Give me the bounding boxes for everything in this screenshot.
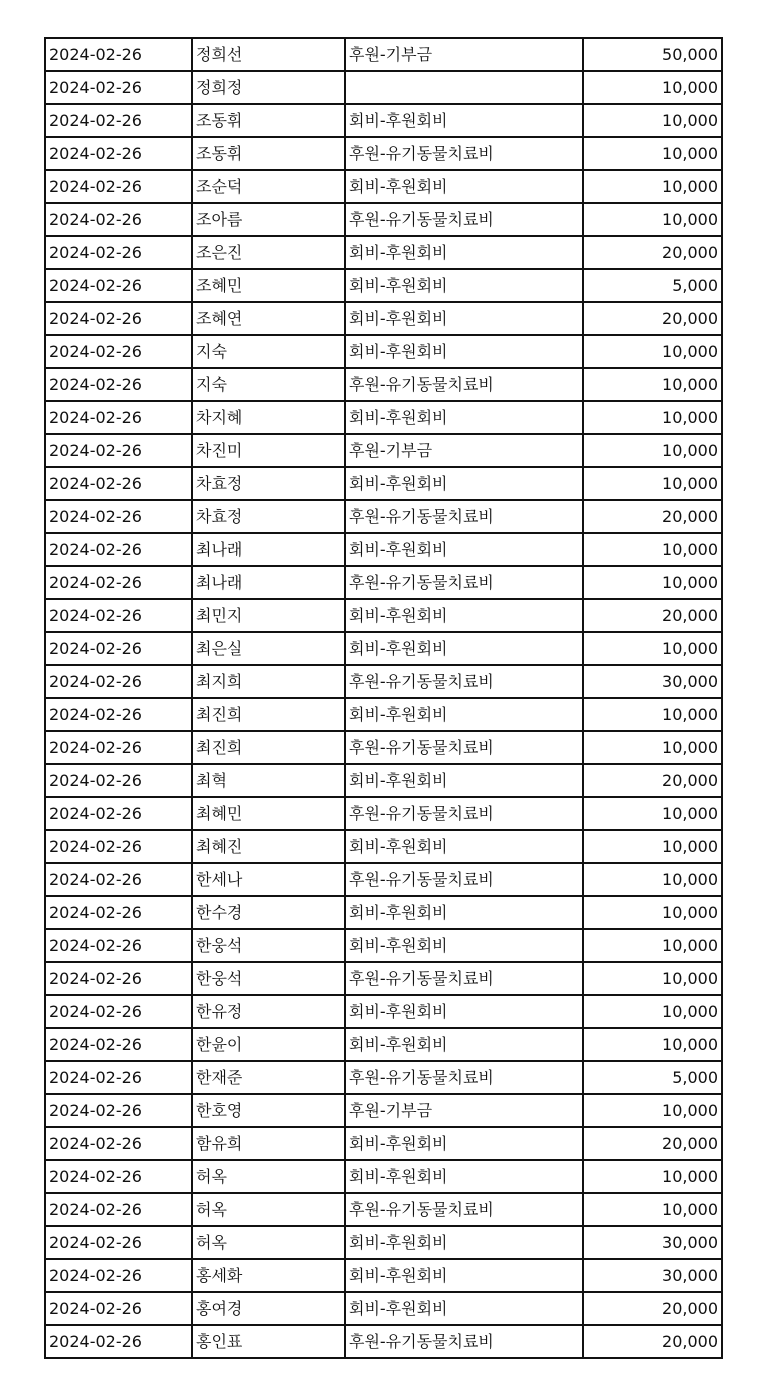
table-row xyxy=(45,863,722,896)
donor-name-cell: 허옥 xyxy=(192,1193,345,1226)
table-row xyxy=(45,38,722,71)
table-row xyxy=(45,995,722,1028)
amount-cell: 10,000 xyxy=(583,863,722,896)
amount-cell: 10,000 xyxy=(583,401,722,434)
amount-cell: 10,000 xyxy=(583,170,722,203)
donor-name-cell: 조동휘 xyxy=(192,137,345,170)
table-row xyxy=(45,1028,722,1061)
category-cell: 회비-후원회비 xyxy=(345,764,583,797)
donor-name-cell: 조혜연 xyxy=(192,302,345,335)
amount-cell: 10,000 xyxy=(583,203,722,236)
amount-cell: 10,000 xyxy=(583,995,722,1028)
category-cell: 회비-후원회비 xyxy=(345,830,583,863)
category-cell: 회비-후원회비 xyxy=(345,1127,583,1160)
donor-name-cell: 한웅석 xyxy=(192,962,345,995)
date-cell: 2024-02-26 xyxy=(45,731,192,764)
amount-cell: 10,000 xyxy=(583,830,722,863)
date-cell: 2024-02-26 xyxy=(45,995,192,1028)
date-cell: 2024-02-26 xyxy=(45,797,192,830)
date-cell: 2024-02-26 xyxy=(45,830,192,863)
amount-cell: 10,000 xyxy=(583,137,722,170)
table-row xyxy=(45,1226,722,1259)
donor-name-cell: 한세나 xyxy=(192,863,345,896)
category-cell: 후원-유기동물치료비 xyxy=(345,1193,583,1226)
donor-name-cell: 차진미 xyxy=(192,434,345,467)
table-row xyxy=(45,533,722,566)
table-row xyxy=(45,731,722,764)
amount-cell: 20,000 xyxy=(583,302,722,335)
category-cell: 회비-후원회비 xyxy=(345,1160,583,1193)
date-cell: 2024-02-26 xyxy=(45,566,192,599)
amount-cell: 10,000 xyxy=(583,1193,722,1226)
table-row xyxy=(45,830,722,863)
amount-cell: 10,000 xyxy=(583,368,722,401)
date-cell: 2024-02-26 xyxy=(45,1127,192,1160)
date-cell: 2024-02-26 xyxy=(45,203,192,236)
donor-name-cell: 홍여경 xyxy=(192,1292,345,1325)
table-row xyxy=(45,1193,722,1226)
table-row xyxy=(45,632,722,665)
donor-name-cell: 최진희 xyxy=(192,731,345,764)
category-cell: 회비-후원회비 xyxy=(345,170,583,203)
date-cell: 2024-02-26 xyxy=(45,170,192,203)
donor-name-cell: 지숙 xyxy=(192,368,345,401)
amount-cell: 30,000 xyxy=(583,1226,722,1259)
date-cell: 2024-02-26 xyxy=(45,698,192,731)
donor-name-cell: 차효정 xyxy=(192,500,345,533)
donor-name-cell: 최나래 xyxy=(192,533,345,566)
date-cell: 2024-02-26 xyxy=(45,533,192,566)
date-cell: 2024-02-26 xyxy=(45,929,192,962)
category-cell: 회비-후원회비 xyxy=(345,1028,583,1061)
amount-cell: 10,000 xyxy=(583,71,722,104)
table-row xyxy=(45,797,722,830)
donor-name-cell: 홍인표 xyxy=(192,1325,345,1358)
category-cell: 후원-유기동물치료비 xyxy=(345,1061,583,1094)
table-row xyxy=(45,962,722,995)
donor-name-cell: 홍세화 xyxy=(192,1259,345,1292)
category-cell: 회비-후원회비 xyxy=(345,599,583,632)
table-row xyxy=(45,71,722,104)
category-cell: 회비-후원회비 xyxy=(345,1226,583,1259)
donor-name-cell: 최은실 xyxy=(192,632,345,665)
donor-name-cell: 한호영 xyxy=(192,1094,345,1127)
amount-cell: 30,000 xyxy=(583,1259,722,1292)
category-cell: 회비-후원회비 xyxy=(345,269,583,302)
table-row xyxy=(45,236,722,269)
category-cell: 후원-유기동물치료비 xyxy=(345,962,583,995)
table-row xyxy=(45,1127,722,1160)
table-row xyxy=(45,302,722,335)
date-cell: 2024-02-26 xyxy=(45,863,192,896)
category-cell: 회비-후원회비 xyxy=(345,401,583,434)
category-cell: 후원-유기동물치료비 xyxy=(345,203,583,236)
table-row xyxy=(45,1061,722,1094)
amount-cell: 10,000 xyxy=(583,632,722,665)
date-cell: 2024-02-26 xyxy=(45,401,192,434)
date-cell: 2024-02-26 xyxy=(45,896,192,929)
donor-name-cell: 조은진 xyxy=(192,236,345,269)
table-row xyxy=(45,566,722,599)
table-row xyxy=(45,896,722,929)
table-row xyxy=(45,203,722,236)
amount-cell: 10,000 xyxy=(583,1160,722,1193)
date-cell: 2024-02-26 xyxy=(45,1259,192,1292)
table-row xyxy=(45,764,722,797)
category-cell: 회비-후원회비 xyxy=(345,995,583,1028)
amount-cell: 10,000 xyxy=(583,929,722,962)
date-cell: 2024-02-26 xyxy=(45,665,192,698)
date-cell: 2024-02-26 xyxy=(45,38,192,71)
donor-name-cell: 함유희 xyxy=(192,1127,345,1160)
date-cell: 2024-02-26 xyxy=(45,500,192,533)
category-cell: 회비-후원회비 xyxy=(345,533,583,566)
category-cell: 회비-후원회비 xyxy=(345,467,583,500)
date-cell: 2024-02-26 xyxy=(45,137,192,170)
table-row xyxy=(45,665,722,698)
amount-cell: 20,000 xyxy=(583,500,722,533)
donor-name-cell: 차효정 xyxy=(192,467,345,500)
date-cell: 2024-02-26 xyxy=(45,1160,192,1193)
donor-name-cell: 최혜진 xyxy=(192,830,345,863)
donor-name-cell: 최혜민 xyxy=(192,797,345,830)
donor-name-cell: 조혜민 xyxy=(192,269,345,302)
date-cell: 2024-02-26 xyxy=(45,71,192,104)
date-cell: 2024-02-26 xyxy=(45,764,192,797)
table-row xyxy=(45,368,722,401)
date-cell: 2024-02-26 xyxy=(45,1325,192,1358)
category-cell: 회비-후원회비 xyxy=(345,104,583,137)
amount-cell: 10,000 xyxy=(583,335,722,368)
donor-name-cell: 한유정 xyxy=(192,995,345,1028)
donor-name-cell: 조순덕 xyxy=(192,170,345,203)
amount-cell: 50,000 xyxy=(583,38,722,71)
donor-name-cell: 허옥 xyxy=(192,1226,345,1259)
date-cell: 2024-02-26 xyxy=(45,1061,192,1094)
date-cell: 2024-02-26 xyxy=(45,1028,192,1061)
category-cell: 회비-후원회비 xyxy=(345,335,583,368)
date-cell: 2024-02-26 xyxy=(45,632,192,665)
amount-cell: 10,000 xyxy=(583,731,722,764)
amount-cell: 10,000 xyxy=(583,104,722,137)
amount-cell: 10,000 xyxy=(583,533,722,566)
table-row xyxy=(45,335,722,368)
category-cell: 후원-기부금 xyxy=(345,1094,583,1127)
donor-name-cell: 차지혜 xyxy=(192,401,345,434)
category-cell: 회비-후원회비 xyxy=(345,929,583,962)
category-cell: 후원-유기동물치료비 xyxy=(345,368,583,401)
category-cell xyxy=(345,71,583,104)
category-cell: 후원-유기동물치료비 xyxy=(345,1325,583,1358)
donor-name-cell: 최지희 xyxy=(192,665,345,698)
donor-name-cell: 조아름 xyxy=(192,203,345,236)
category-cell: 후원-유기동물치료비 xyxy=(345,863,583,896)
amount-cell: 30,000 xyxy=(583,665,722,698)
date-cell: 2024-02-26 xyxy=(45,368,192,401)
date-cell: 2024-02-26 xyxy=(45,1226,192,1259)
table-row xyxy=(45,1259,722,1292)
donor-name-cell: 한윤이 xyxy=(192,1028,345,1061)
table-row xyxy=(45,467,722,500)
table-row xyxy=(45,1160,722,1193)
ledger-body xyxy=(45,38,722,1358)
donor-name-cell: 허옥 xyxy=(192,1160,345,1193)
category-cell: 후원-유기동물치료비 xyxy=(345,797,583,830)
category-cell: 회비-후원회비 xyxy=(345,1259,583,1292)
amount-cell: 10,000 xyxy=(583,467,722,500)
amount-cell: 10,000 xyxy=(583,566,722,599)
table-row xyxy=(45,434,722,467)
amount-cell: 20,000 xyxy=(583,236,722,269)
amount-cell: 20,000 xyxy=(583,1127,722,1160)
table-row xyxy=(45,170,722,203)
category-cell: 후원-유기동물치료비 xyxy=(345,566,583,599)
donor-name-cell: 한웅석 xyxy=(192,929,345,962)
category-cell: 회비-후원회비 xyxy=(345,632,583,665)
date-cell: 2024-02-26 xyxy=(45,599,192,632)
category-cell: 후원-기부금 xyxy=(345,38,583,71)
date-cell: 2024-02-26 xyxy=(45,335,192,368)
donation-ledger-table xyxy=(44,37,723,1359)
category-cell: 후원-유기동물치료비 xyxy=(345,731,583,764)
donor-name-cell: 최진희 xyxy=(192,698,345,731)
date-cell: 2024-02-26 xyxy=(45,269,192,302)
category-cell: 후원-유기동물치료비 xyxy=(345,500,583,533)
date-cell: 2024-02-26 xyxy=(45,962,192,995)
table-row xyxy=(45,698,722,731)
table-row xyxy=(45,269,722,302)
date-cell: 2024-02-26 xyxy=(45,104,192,137)
donor-name-cell: 최민지 xyxy=(192,599,345,632)
category-cell: 회비-후원회비 xyxy=(345,896,583,929)
date-cell: 2024-02-26 xyxy=(45,1094,192,1127)
amount-cell: 20,000 xyxy=(583,1325,722,1358)
table-row xyxy=(45,1094,722,1127)
category-cell: 후원-기부금 xyxy=(345,434,583,467)
category-cell: 후원-유기동물치료비 xyxy=(345,137,583,170)
category-cell: 회비-후원회비 xyxy=(345,302,583,335)
category-cell: 회비-후원회비 xyxy=(345,236,583,269)
amount-cell: 5,000 xyxy=(583,269,722,302)
donor-name-cell: 최혁 xyxy=(192,764,345,797)
amount-cell: 10,000 xyxy=(583,698,722,731)
donor-name-cell: 최나래 xyxy=(192,566,345,599)
amount-cell: 10,000 xyxy=(583,896,722,929)
amount-cell: 10,000 xyxy=(583,1094,722,1127)
donor-name-cell: 지숙 xyxy=(192,335,345,368)
donor-name-cell: 한재준 xyxy=(192,1061,345,1094)
amount-cell: 20,000 xyxy=(583,1292,722,1325)
amount-cell: 10,000 xyxy=(583,1028,722,1061)
table-row xyxy=(45,599,722,632)
donor-name-cell: 한수경 xyxy=(192,896,345,929)
date-cell: 2024-02-26 xyxy=(45,1193,192,1226)
table-row xyxy=(45,1292,722,1325)
category-cell: 회비-후원회비 xyxy=(345,698,583,731)
table-row xyxy=(45,401,722,434)
donor-name-cell: 조동휘 xyxy=(192,104,345,137)
date-cell: 2024-02-26 xyxy=(45,1292,192,1325)
amount-cell: 10,000 xyxy=(583,434,722,467)
amount-cell: 5,000 xyxy=(583,1061,722,1094)
donor-name-cell: 정희정 xyxy=(192,71,345,104)
category-cell: 후원-유기동물치료비 xyxy=(345,665,583,698)
table-row xyxy=(45,104,722,137)
date-cell: 2024-02-26 xyxy=(45,236,192,269)
date-cell: 2024-02-26 xyxy=(45,467,192,500)
amount-cell: 20,000 xyxy=(583,764,722,797)
amount-cell: 10,000 xyxy=(583,962,722,995)
donor-name-cell: 정희선 xyxy=(192,38,345,71)
table-row xyxy=(45,137,722,170)
table-row xyxy=(45,929,722,962)
date-cell: 2024-02-26 xyxy=(45,302,192,335)
table-row xyxy=(45,1325,722,1358)
amount-cell: 20,000 xyxy=(583,599,722,632)
amount-cell: 10,000 xyxy=(583,797,722,830)
category-cell: 회비-후원회비 xyxy=(345,1292,583,1325)
table-row xyxy=(45,500,722,533)
date-cell: 2024-02-26 xyxy=(45,434,192,467)
